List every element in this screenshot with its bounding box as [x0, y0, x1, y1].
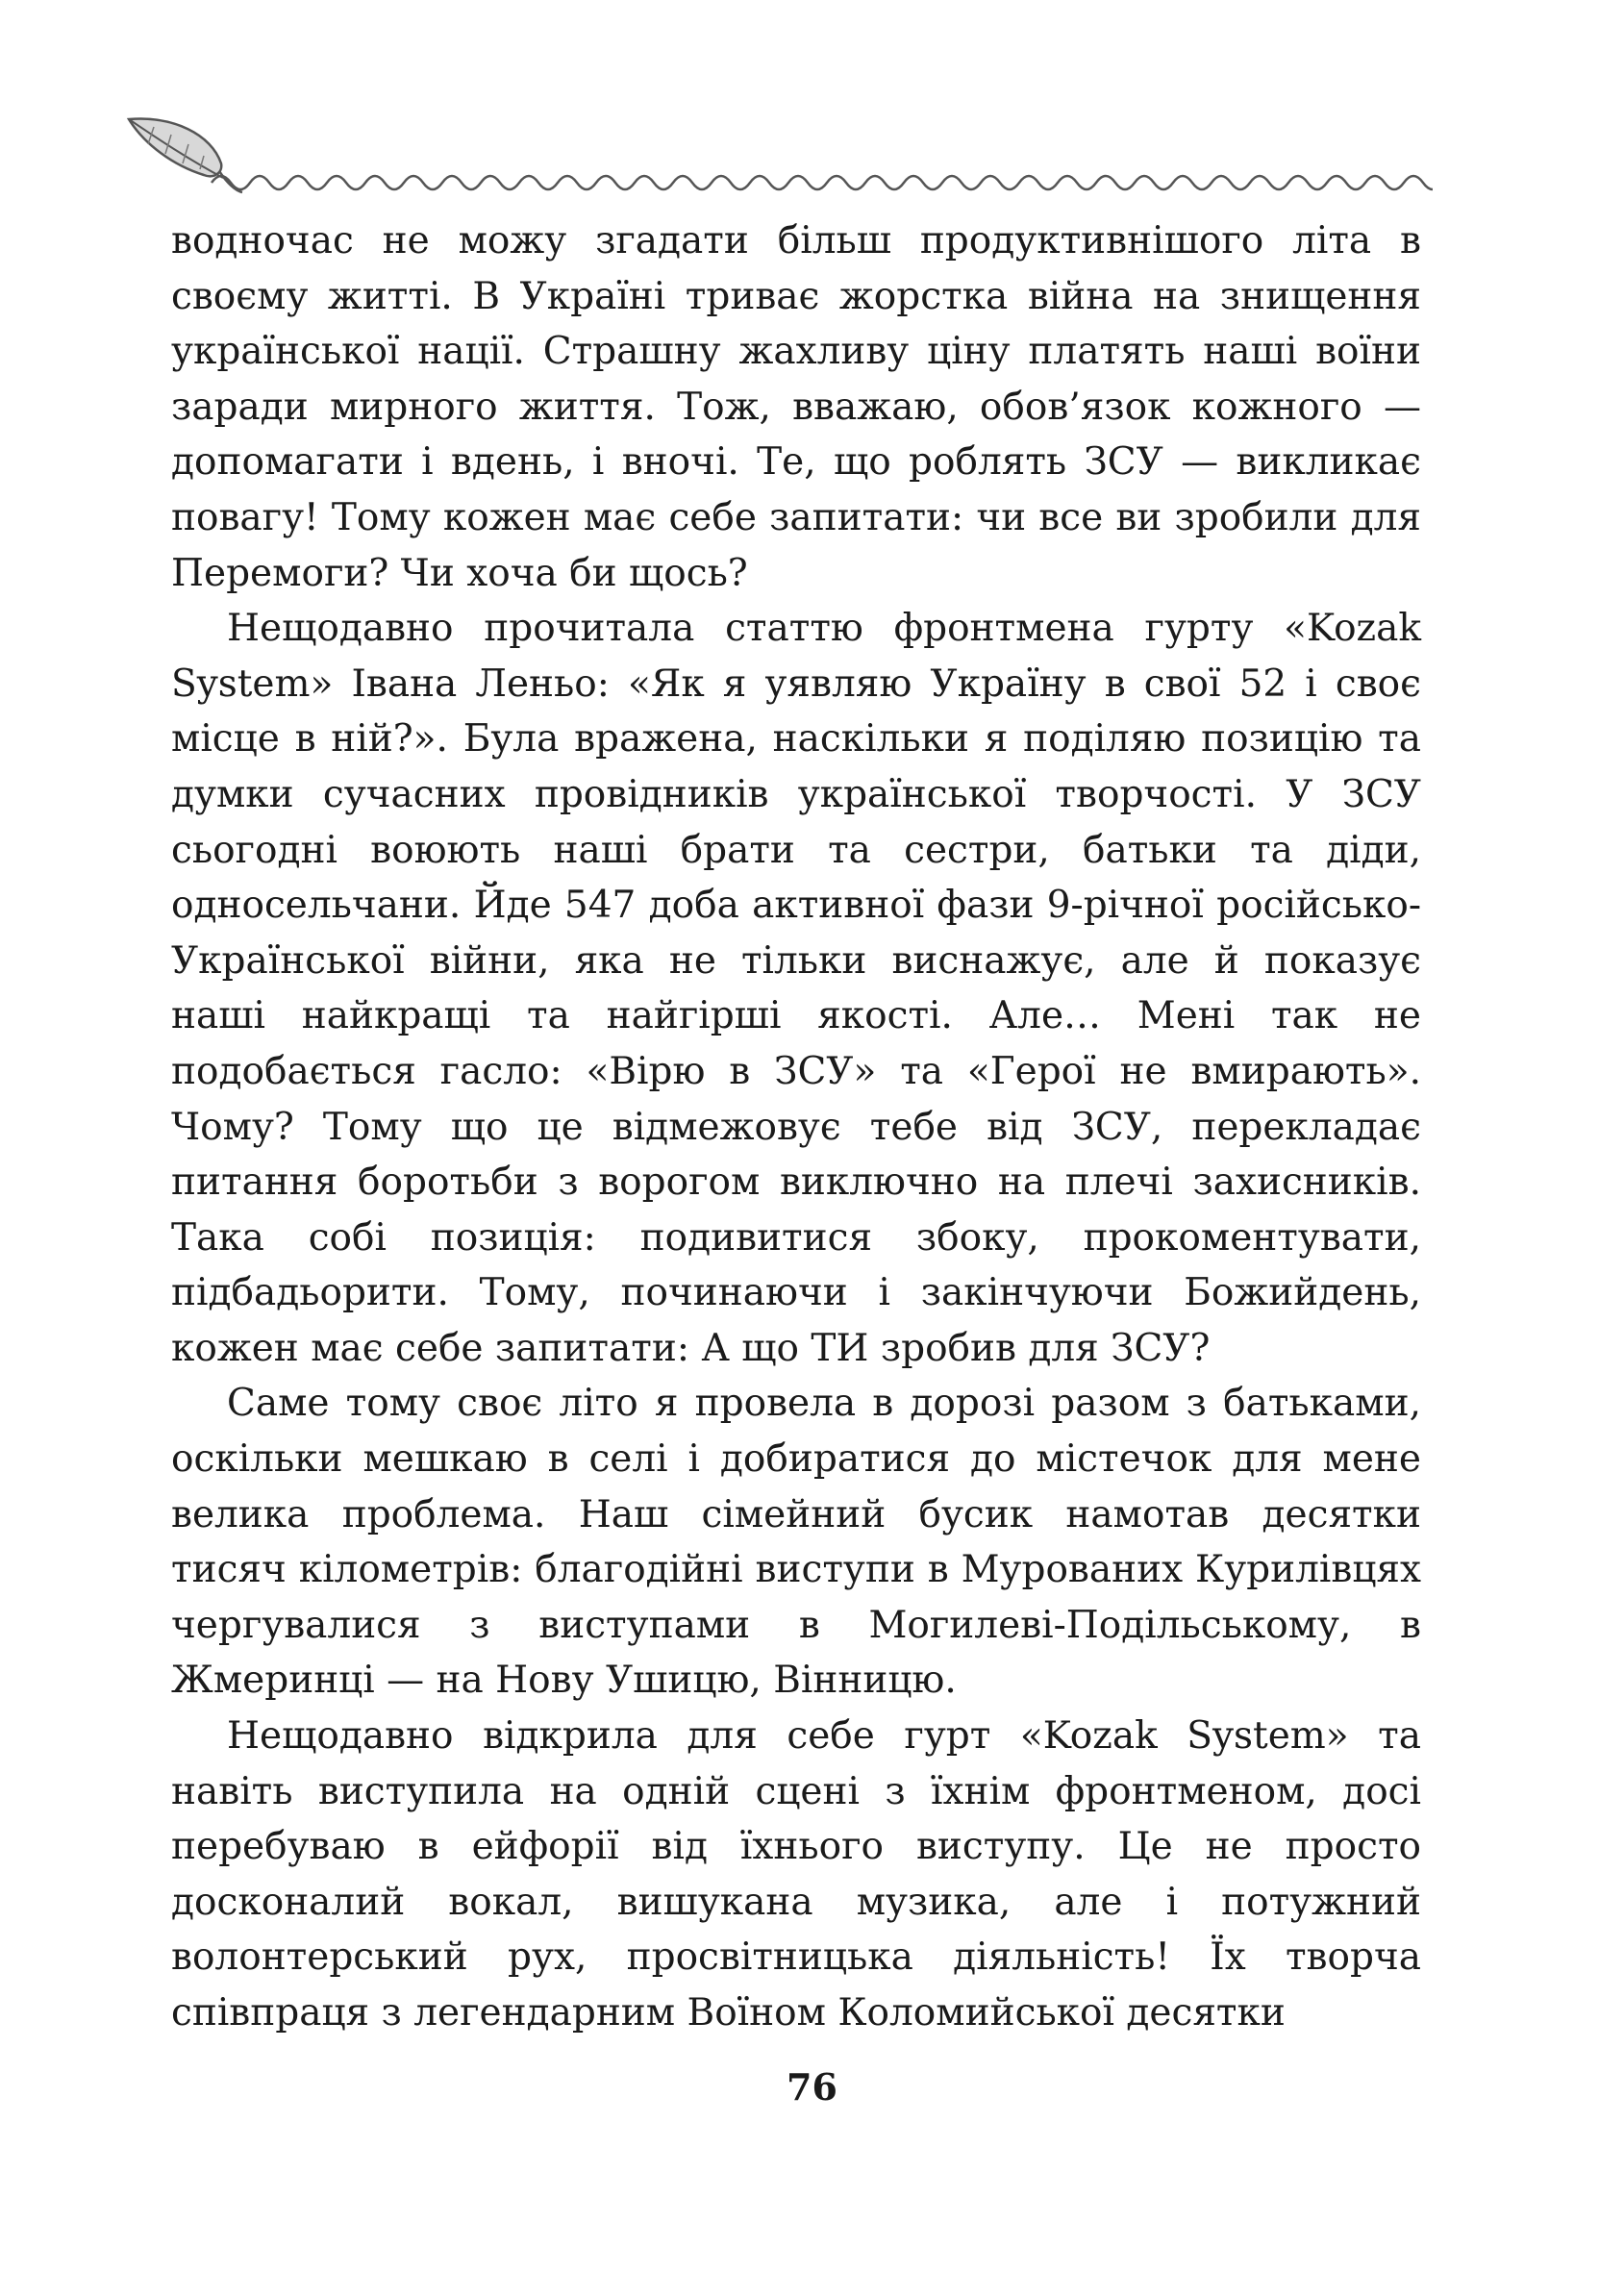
- paragraph-4: Нещодавно відкрила для себе гурт «Kozak System» та навіть виступила на одній сцені з їхнім фронтменом, досі перебуваю в ейфорії від їхнього виступу. Це не просто досконалий вокал, вишукана музика, але і потужний волонтерський рух, просвітницька діяльність! Їх творча співпраця з легендарним Воїном Коломийської десятки: [171, 1714, 1421, 2035]
- wavy-line-divider: [212, 176, 1433, 189]
- paragraph-1: водночас не можу згадати більш продуктивнішого літа в своєму житті. В Україні триває жорстка війна на знищення української нації. Страшну жахливу ціну платять наші воїни заради мирного життя. Тож, вважаю, обов’язок кожного — допомагати і вдень, і вночі. Те, що роблять ЗСУ — викликає повагу! Тому кожен має себе запитати: чи все ви зробили для Перемоги? Чи хоча би щось?: [171, 219, 1421, 595]
- paragraph-3: Саме тому своє літо я провела в дорозі разом з батьками, оскільки мешкаю в селі і добиратися до містечок для мене велика проблема. Наш сімейний бусик намотав десятки тисяч кілометрів: благодійні виступи в Мурованих Курилівцях чергувалися з виступами в Могилеві-Подільському, в Жмеринці — на Нову Ушицю, Вінницю.: [171, 1382, 1421, 1703]
- paragraph-2: Нещодавно прочитала статтю фронтмена гурту «Kozak System» Івана Леньо: «Як я уявляю Україну в свої 52 і своє місце в ній?». Була вражена, наскільки я поділяю позицію та думки сучасних провідників української творчості. У ЗСУ сьогодні воюють наші брати та сестри, батьки та діди, односельчани. Йде 547 доба активної фази 9-річної російсько-Української війни, яка не тільки виснажує, але й показує наші найкращі та найгірші якості. Але… Мені так не подобається гасло: «Вірю в ЗСУ» та «Герої не вмирають». Чому? Тому що це відмежовує тебе від ЗСУ, перекладає питання боротьби з ворогом виключно на плечі захисників. Така собі позиція: подивитися збоку, прокоментувати, підбадьорити. Тому, починаючи і закінчуючи Божийдень, кожен має себе запитати: А що ТИ зробив для ЗСУ?: [171, 607, 1421, 1370]
- body-text: [171, 213, 1421, 2041]
- header-ornament: [115, 106, 1433, 202]
- feather-quill-icon: [129, 118, 242, 192]
- page-number: 76: [787, 2065, 837, 2109]
